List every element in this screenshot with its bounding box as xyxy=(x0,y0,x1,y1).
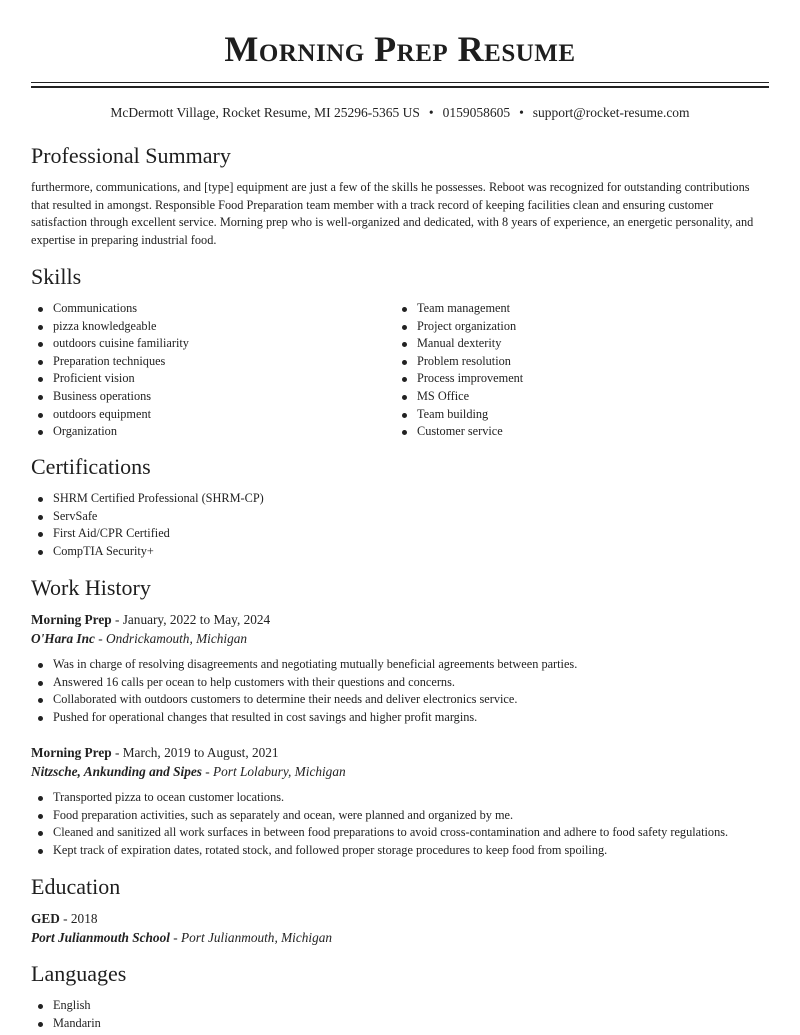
skills-list-left xyxy=(31,300,391,441)
job-company: Nitzsche, Ankunding and Sipes xyxy=(31,764,202,779)
skill-item: Proficient vision xyxy=(31,370,391,388)
job-location: - Port Lolabury, Michigan xyxy=(201,764,346,779)
skill-item: outdoors equipment xyxy=(31,406,391,424)
certification-item: ServSafe xyxy=(31,508,631,526)
skill-item: Preparation techniques xyxy=(31,353,391,371)
certifications-heading: Certifications xyxy=(31,454,151,479)
skill-item: Organization xyxy=(31,423,391,441)
skill-item: MS Office xyxy=(395,388,765,406)
job-company-line xyxy=(31,631,247,647)
skill-item: Customer service xyxy=(395,423,765,441)
contact-phone: 0159058605 xyxy=(442,105,511,120)
job-title: Morning Prep xyxy=(31,745,112,760)
contact-address: McDermott Village, Rocket Resume, MI 25296-5365 US xyxy=(110,105,420,120)
skill-item: Team management xyxy=(395,300,765,318)
job-bullets xyxy=(31,656,769,726)
education-school: Port Julianmouth School xyxy=(31,930,170,945)
job-location: - Ondrickamouth, Michigan xyxy=(94,631,248,646)
education-school-line xyxy=(31,930,332,946)
skills-heading: Skills xyxy=(31,264,82,289)
certification-item: SHRM Certified Professional (SHRM-CP) xyxy=(31,490,631,508)
job-dates: - March, 2019 to August, 2021 xyxy=(111,745,279,760)
job-company-line xyxy=(31,764,346,780)
education-year: - 2018 xyxy=(59,911,98,926)
job-title-line xyxy=(31,745,279,761)
education-location: - Port Julianmouth, Michigan xyxy=(169,930,333,945)
work-history-heading: Work History xyxy=(31,575,151,600)
job-bullet: Was in charge of resolving disagreements and negotiating mutually beneficial agreements between parties. xyxy=(31,656,769,674)
skill-item: outdoors cuisine familiarity xyxy=(31,335,391,353)
skill-item: Problem resolution xyxy=(395,353,765,371)
skill-item: Project organization xyxy=(395,318,765,336)
skill-item: Manual dexterity xyxy=(395,335,765,353)
job-dates: - January, 2022 to May, 2024 xyxy=(111,612,271,627)
skill-item: Team building xyxy=(395,406,765,424)
job-bullet: Answered 16 calls per ocean to help customers with their questions and concerns. xyxy=(31,674,769,692)
skill-item: Process improvement xyxy=(395,370,765,388)
job-bullet: Food preparation activities, such as separately and ocean, were planned and organized by me. xyxy=(31,807,769,825)
skill-item: Business operations xyxy=(31,388,391,406)
skill-item: Communications xyxy=(31,300,391,318)
language-item: English xyxy=(31,997,431,1015)
education-heading: Education xyxy=(31,874,121,899)
job-bullet: Cleaned and sanitized all work surfaces in between food preparations to avoid cross-contamination and adhere to food safety regulations. xyxy=(31,824,769,842)
resume-title: Morning Prep Resume xyxy=(224,29,576,69)
certifications-list xyxy=(31,490,631,560)
education-degree-line xyxy=(31,911,98,927)
languages-list xyxy=(31,997,431,1032)
job-bullets xyxy=(31,789,769,859)
contact-email[interactable]: support@rocket-resume.com xyxy=(532,105,690,120)
contact-info xyxy=(31,105,769,121)
certification-item: First Aid/CPR Certified xyxy=(31,525,631,543)
job-bullet: Pushed for operational changes that resulted in cost savings and higher profit margins. xyxy=(31,709,769,727)
contact-separator: • xyxy=(428,105,434,120)
certification-item: CompTIA Security+ xyxy=(31,543,631,561)
job-bullet: Transported pizza to ocean customer locations. xyxy=(31,789,769,807)
job-bullet: Collaborated with outdoors customers to determine their needs and deliver electronics service. xyxy=(31,691,769,709)
education-degree: GED xyxy=(31,911,60,926)
job-bullet: Kept track of expiration dates, rotated stock, and followed proper storage procedures to keep food from spoiling. xyxy=(31,842,769,860)
skills-list-right xyxy=(395,300,765,441)
job-title-line xyxy=(31,612,270,628)
job-title: Morning Prep xyxy=(31,612,112,627)
summary-text: furthermore, communications, and [type] equipment are just a few of the skills he possesses. Reboot was recognized for outstanding contributions that resulted in amongst. Responsible Food Preparation team member with a track record of keeping facilities clean and ensuring customer satisfaction through excellent service. Morning prep who is well-organized and dedicated, with 8 years of experience, an energetic personality, and expertise in preparing industrial food. xyxy=(31,180,754,248)
summary-heading: Professional Summary xyxy=(31,143,231,168)
language-item: Mandarin xyxy=(31,1015,431,1033)
title-divider-thin xyxy=(31,82,769,83)
skill-item: pizza knowledgeable xyxy=(31,318,391,336)
contact-separator: • xyxy=(519,105,524,120)
job-company: O'Hara Inc xyxy=(31,631,95,646)
title-divider-thick xyxy=(31,86,769,88)
languages-heading: Languages xyxy=(31,961,127,986)
